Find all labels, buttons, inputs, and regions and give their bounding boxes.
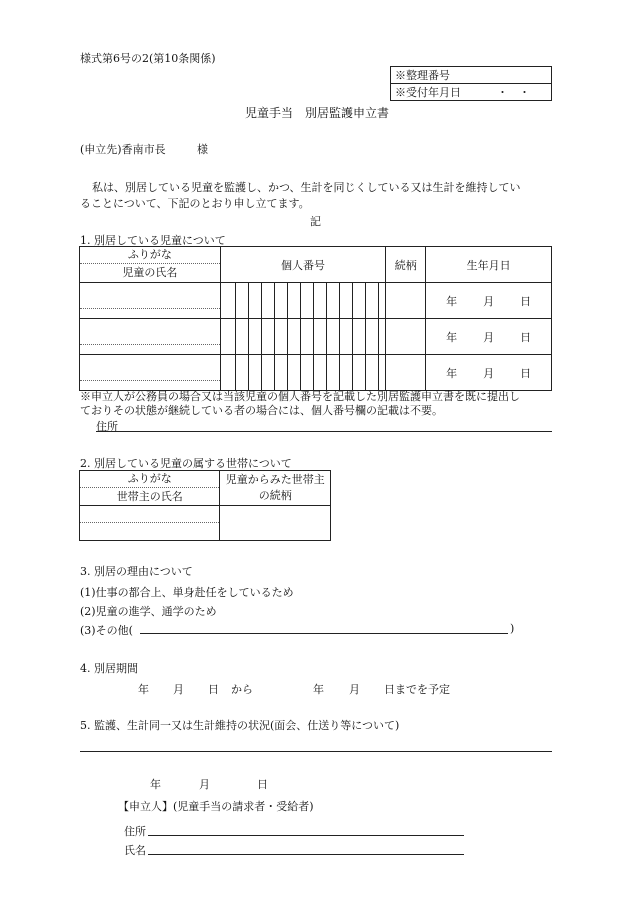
- personal-number-header: 個人番号: [220, 247, 386, 283]
- receipt-date-label: ※受付年月日: [395, 86, 461, 99]
- note-line-2: ておりその状態が継続している者の場合には、個人番号欄の記載は不要。: [80, 404, 443, 417]
- personal-number-cell[interactable]: [220, 283, 386, 319]
- address-field[interactable]: [96, 431, 552, 432]
- period-start-year: 年: [138, 683, 149, 696]
- month-label: 月: [483, 366, 495, 380]
- furigana-header: ふりがな: [80, 471, 219, 488]
- relation-line-2: の続柄: [258, 489, 292, 502]
- receipt-date-dots: ・ ・: [497, 86, 530, 99]
- reason-3[interactable]: (3)その他(: [80, 624, 133, 637]
- honorific: 様: [197, 143, 208, 156]
- year-label: 年: [446, 330, 458, 344]
- section3-heading: 3. 別居の理由について: [80, 565, 193, 578]
- reason-2[interactable]: (2)児童の進学、通学のため: [80, 605, 217, 618]
- personal-number-cell[interactable]: [220, 319, 386, 355]
- table-row: [80, 283, 552, 319]
- page-title: 児童手当 別居監護申立書: [245, 106, 390, 120]
- applicant-name-field[interactable]: [148, 854, 464, 855]
- statement-line-2: ることについて、下記のとおり申し立てます。: [80, 197, 310, 210]
- reason-other-field[interactable]: [140, 633, 508, 634]
- birthdate-cell[interactable]: [426, 283, 552, 319]
- day-label: 日: [520, 330, 532, 344]
- month-label: 月: [483, 330, 495, 344]
- birthdate-header: 生年月日: [426, 247, 552, 283]
- head-name-cell[interactable]: [80, 506, 220, 541]
- year-label: 年: [446, 294, 458, 308]
- table-row: [80, 506, 331, 541]
- reference-number-field[interactable]: [391, 67, 552, 84]
- household-table: [79, 470, 331, 541]
- footer-year: 年: [150, 778, 161, 791]
- section5-heading: 5. 監護、生計同一又は生計維持の状況(面会、仕送り等について): [80, 719, 400, 732]
- section2-heading: 2. 別居している児童の属する世帯について: [80, 457, 292, 470]
- head-name-label: 世帯主の氏名: [116, 490, 183, 503]
- child-name-cell[interactable]: [80, 283, 221, 319]
- child-name-cell[interactable]: [80, 319, 221, 355]
- section4-heading: 4. 別居期間: [80, 662, 138, 675]
- reason-3-close: ): [510, 622, 515, 635]
- period-end-year: 年: [313, 683, 324, 696]
- address-label: 住所: [96, 420, 118, 433]
- period-end-month: 月: [349, 683, 360, 696]
- applicant-name-label: 氏名: [124, 844, 146, 857]
- applicant-address-label: 住所: [124, 825, 146, 838]
- receipt-date-field[interactable]: [391, 84, 552, 101]
- child-name-cell[interactable]: [80, 355, 221, 391]
- applicant-label: 【申立人】(児童手当の請求者・受給者): [118, 800, 314, 813]
- statement-line-1: 私は、別居している児童を監護し、かつ、生計を同じくしている又は生計を維持してい: [92, 181, 521, 194]
- personal-number-cell[interactable]: [220, 355, 386, 391]
- relationship-header: 続柄: [386, 247, 426, 283]
- table-row: [80, 319, 552, 355]
- office-use-box: [390, 66, 552, 101]
- reason-1[interactable]: (1)仕事の都合上、単身赴任をしているため: [80, 586, 294, 599]
- household-relation-header: [220, 471, 331, 506]
- period-from: から: [231, 683, 253, 696]
- note-line-1: ※申立人が公務員の場合又は当該児童の個人番号を記載した別居監護申立書を既に提出し: [80, 390, 520, 403]
- day-label: 日: [520, 294, 532, 308]
- birthdate-cell[interactable]: [426, 355, 552, 391]
- footer-day: 日: [257, 778, 268, 791]
- table-row: [80, 355, 552, 391]
- reference-number-label: ※整理番号: [395, 69, 450, 82]
- ki-heading: 記: [310, 215, 321, 228]
- section1-heading: 1. 別居している児童について: [80, 234, 226, 247]
- relation-line-1: 児童からみた世帯主: [225, 473, 325, 486]
- applicant-address-field[interactable]: [148, 835, 464, 836]
- relationship-cell[interactable]: [386, 319, 426, 355]
- form-number: 様式第6号の2(第10条関係): [80, 52, 216, 65]
- footer-month: 月: [199, 778, 210, 791]
- year-label: 年: [446, 366, 458, 380]
- child-name-header: [80, 247, 221, 283]
- relationship-cell[interactable]: [386, 283, 426, 319]
- month-label: 月: [483, 294, 495, 308]
- addressee: (申立先)香南市長: [80, 143, 166, 156]
- period-until: 日までを予定: [384, 683, 450, 696]
- relationship-cell[interactable]: [386, 355, 426, 391]
- children-table: [79, 246, 552, 391]
- period-start-day: 日: [208, 683, 219, 696]
- day-label: 日: [520, 366, 532, 380]
- household-relation-cell[interactable]: [220, 506, 331, 541]
- status-field[interactable]: [80, 751, 552, 752]
- head-name-header: [80, 471, 220, 506]
- furigana-header: ふりがな: [80, 247, 220, 264]
- birthdate-cell[interactable]: [426, 319, 552, 355]
- period-start-month: 月: [173, 683, 184, 696]
- child-name-label: 児童の氏名: [122, 266, 178, 279]
